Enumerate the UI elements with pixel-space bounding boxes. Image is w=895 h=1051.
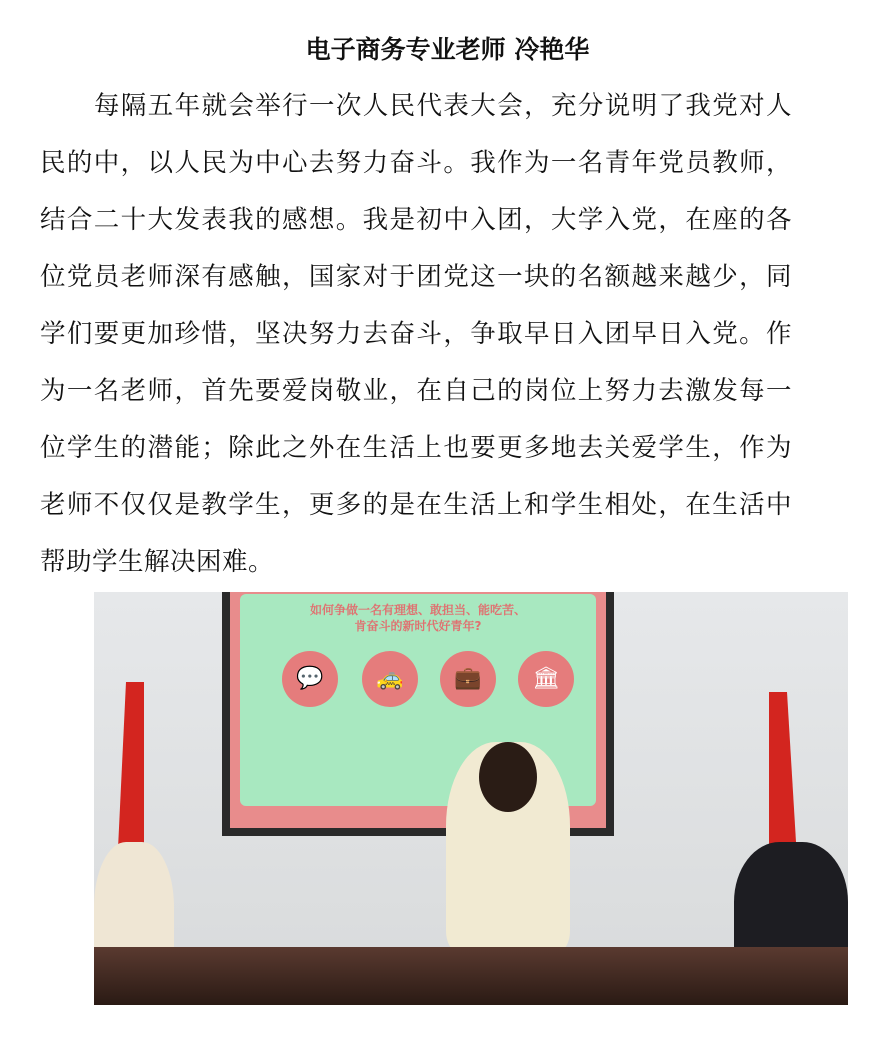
paragraph-line: 老师不仅仅是教学生，更多的是在生活上和学生相处，在生活中 bbox=[40, 490, 792, 520]
paragraph bbox=[40, 86, 792, 599]
slide-question bbox=[240, 602, 596, 634]
bank-icon: 🏛 bbox=[518, 651, 574, 707]
paragraph-line: 位党员老师深有感触，国家对于团党这一块的名额越来越少，同 bbox=[40, 262, 792, 292]
car-icon: 🚕 bbox=[362, 651, 418, 707]
slide-question-line: 肯奋斗的新时代好青年? bbox=[354, 619, 482, 633]
paragraph-line: 学们要更加珍惜，坚决努力去奋斗，争取早日入团早日入党。作 bbox=[40, 319, 792, 349]
conference-table bbox=[94, 947, 848, 1005]
paragraph-line: 为一名老师，首先要爱岗敬业，在自己的岗位上努力去激发每一 bbox=[40, 376, 792, 406]
speaker-head bbox=[479, 742, 537, 812]
chat-icon: 💬 bbox=[282, 651, 338, 707]
paragraph-line: 帮助学生解决困难。 bbox=[40, 547, 275, 577]
slide-question-line: 如何争做一名有理想、敢担当、能吃苦、 bbox=[309, 603, 526, 617]
paragraph-line: 民的中，以人民为中心去努力奋斗。我作为一名青年党员教师， bbox=[40, 148, 792, 178]
paragraph-line: 每隔五年就会举行一次人民代表大会，充分说明了我党对人 bbox=[94, 91, 792, 121]
meeting-photo bbox=[94, 592, 848, 1005]
paragraph-line: 位学生的潜能；除此之外在生活上也要更多地去关爱学生，作为 bbox=[40, 433, 792, 463]
paragraph-line: 结合二十大发表我的感想。我是初中入团，大学入党，在座的各 bbox=[40, 205, 792, 235]
briefcase-icon: 💼 bbox=[440, 651, 496, 707]
document-title: 电子商务专业老师 冷艳华 bbox=[305, 35, 590, 64]
